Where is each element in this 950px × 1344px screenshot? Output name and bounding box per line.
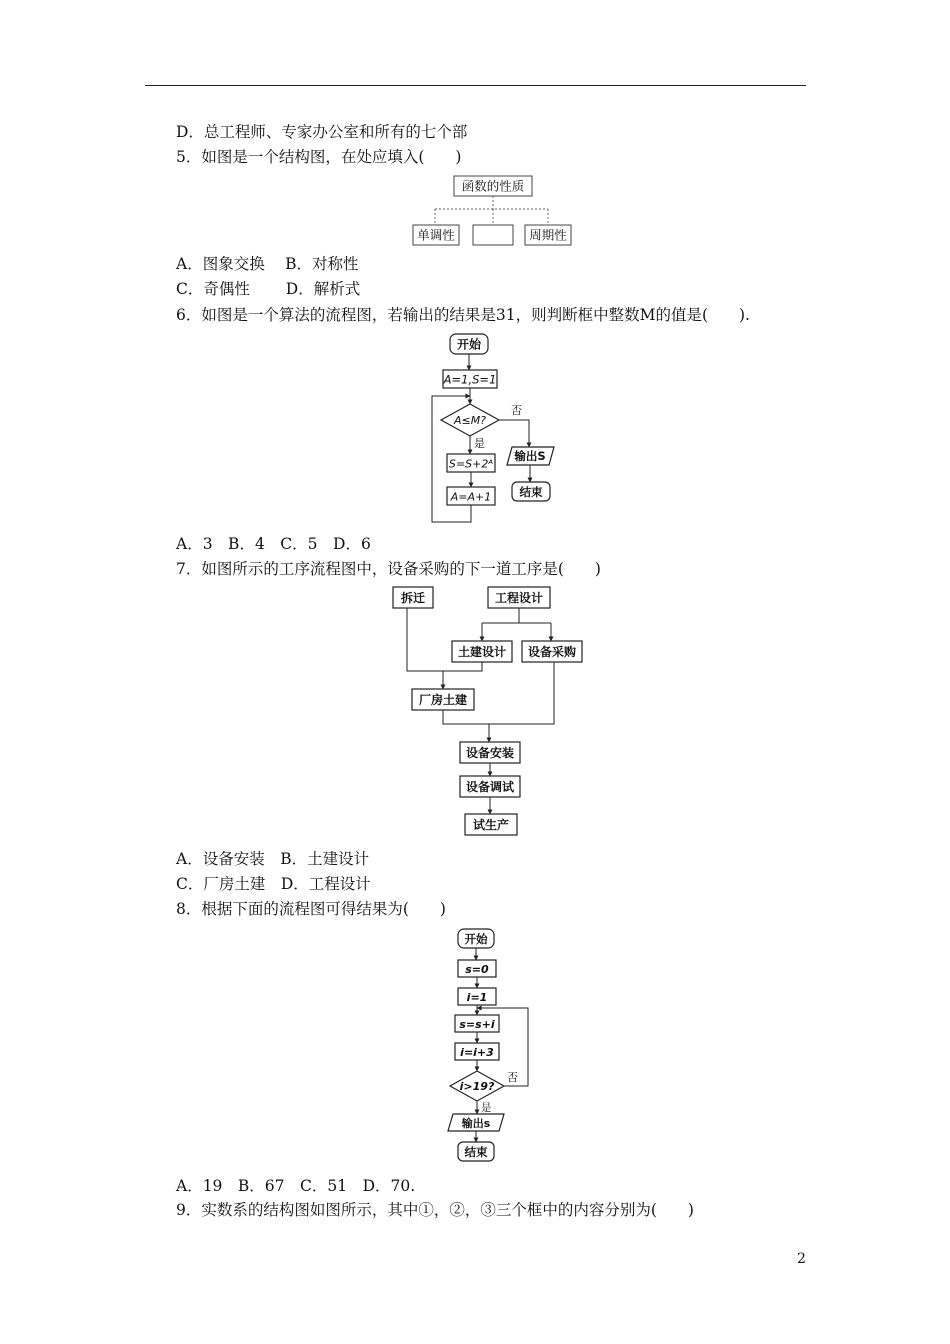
q5-left-label: 单调性 [417,227,455,243]
q6-end-label: 结束 [519,485,543,499]
q6-condition-label: A≤M? [453,414,487,427]
q7-stem: 7．如图所示的工序流程图中，设备采购的下一道工序是( ) [176,560,601,578]
q8-ii-label: i=i+3 [460,1046,494,1059]
q8-stem: 8．根据下面的流程图可得结果为( ) [176,900,446,918]
q7-factory-label: 厂房土建 [418,693,468,707]
q8-condition-label: i>19? [459,1080,495,1093]
q7-trial-label: 试生产 [472,818,510,832]
q8-options: A．19 B．67 C．51 D．70. [176,1177,416,1195]
q7-demolish-label: 拆迁 [400,591,426,605]
q7-purchase-label: 设备采购 [527,645,577,659]
header-rule [145,85,806,86]
q6-output-label: 输出S [514,449,546,463]
q6-options: A．3 B．4 C．5 D．6 [176,535,371,553]
q6-stem: 6．如图是一个算法的流程图，若输出的结果是31，则判断框中整数M的值是( ). [176,306,750,324]
q5-options-ab: A．图象交换 B．对称性 [176,255,359,273]
q7-eng-design-label: 工程设计 [494,591,544,605]
q8-i1-label: i=1 [466,991,488,1004]
q8-yes-label: 是 [481,1102,492,1114]
q7-debug-label: 设备调试 [465,780,515,794]
q8-flowchart [440,926,540,1166]
q6-yes-label: 是 [474,437,485,450]
page-number: 2 [797,1251,806,1267]
q5-options-cd: C．奇偶性 D．解析式 [176,280,361,298]
q7-install-label: 设备安装 [465,746,515,760]
q6-step1-label: S=S+2ᴬ [448,457,494,471]
q6-step2-label: A=A+1 [450,490,492,504]
q8-no-label: 否 [507,1071,518,1084]
q5-root-label: 函数的性质 [461,178,525,194]
q8-start-label: 开始 [464,932,488,946]
q7-options-cd: C．厂房土建 D．工程设计 [176,875,371,893]
q8-s0-label: s=0 [465,963,489,976]
q8-end-label: 结束 [464,1145,488,1159]
q5-stem: 5．如图是一个结构图，在处应填入( ) [176,148,462,166]
q5-blank-box [473,225,513,245]
q6-init-label: A=1,S=1 [443,372,497,387]
q6-no-label: 否 [511,404,522,417]
q7-options-ab: A．设备安装 B．土建设计 [176,850,370,868]
q7-process-flowchart [385,583,595,841]
q4-option-d: D．总工程师、专家办公室和所有的七个部 [176,123,468,141]
q8-ss-label: s=s+i [459,1018,495,1031]
q8-output-label: 输出s [461,1117,491,1130]
q9-stem: 9．实数系的结构图如图所示，其中①，②，③三个框中的内容分别为( ) [176,1201,694,1219]
q6-flowchart [425,330,565,526]
q5-right-label: 周期性 [529,227,567,243]
q6-start-label: 开始 [456,337,482,352]
q5-structure-diagram [405,172,585,248]
q7-civil-design-label: 土建设计 [457,645,507,659]
